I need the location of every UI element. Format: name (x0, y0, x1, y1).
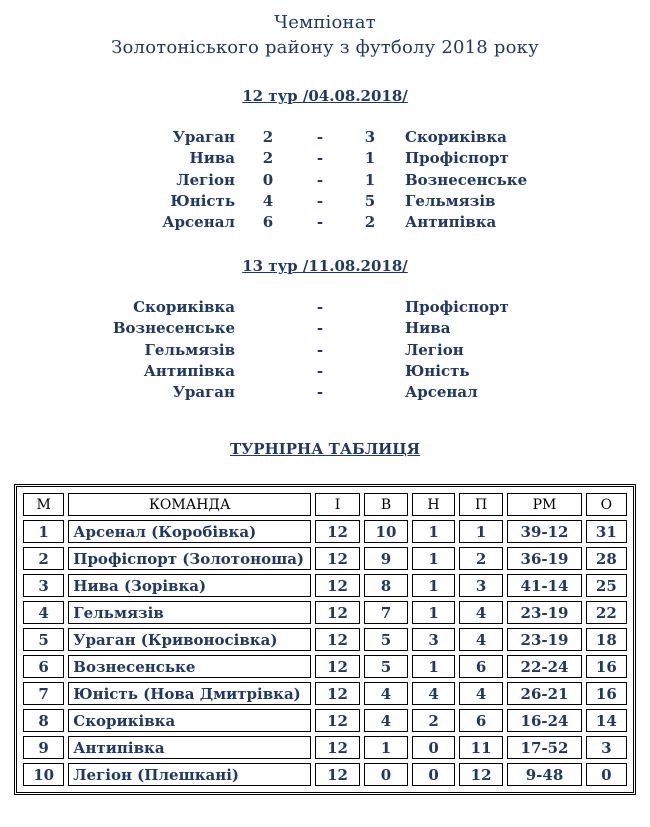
points-cell: 0 (586, 763, 627, 786)
rank-cell: 2 (23, 547, 64, 570)
rank-cell: 3 (23, 574, 64, 597)
draws-cell: 3 (412, 628, 455, 651)
wins-cell: 4 (364, 709, 408, 732)
draws-cell: 1 (412, 601, 455, 624)
points-cell: 16 (586, 682, 627, 705)
team-cell: Профіспорт (Золотоноша) (68, 547, 311, 570)
wins-cell: 5 (364, 655, 408, 678)
played-cell: 12 (315, 547, 359, 570)
home-team: Юність (170, 191, 235, 210)
home-team: Ураган (172, 128, 235, 146)
draws-cell: 1 (412, 655, 455, 678)
wins-cell: 8 (364, 574, 408, 597)
losses-cell: 11 (459, 736, 503, 759)
wins-cell: 0 (364, 763, 408, 786)
wins-cell: 4 (364, 682, 408, 705)
team-cell: Легіон (Плешкані) (68, 763, 311, 786)
title-line-2: Золотоніського району з футболу 2018 року (111, 37, 539, 58)
away-team: Арсенал (405, 383, 478, 401)
match-row (0, 192, 650, 213)
away-team: Нива (405, 319, 451, 338)
home-team: Антипівка (143, 361, 235, 380)
round-13-heading: 13 тур /11.08.2018/ (242, 257, 408, 275)
title-line-1: Чемпіонат (274, 12, 376, 33)
table-row (23, 682, 627, 705)
goals-cell: 23-19 (507, 628, 581, 651)
table-row (23, 520, 627, 543)
standings-title: ТУРНІРНА ТАБЛИЦЯ (229, 440, 421, 458)
match-row (0, 149, 650, 170)
column-header: Н (412, 493, 455, 516)
match-row (0, 319, 650, 340)
goals-cell: 9-48 (507, 763, 581, 786)
draws-cell: 0 (412, 763, 455, 786)
away-score: 3 (364, 128, 376, 146)
table-row (23, 547, 627, 570)
played-cell: 12 (315, 709, 359, 732)
goals-cell: 22-24 (507, 655, 581, 678)
team-cell: Ураган (Кривоносівка) (68, 628, 311, 651)
losses-cell: 4 (459, 628, 503, 651)
losses-cell: 4 (459, 601, 503, 624)
wins-cell: 1 (364, 736, 408, 759)
wins-cell: 10 (364, 520, 408, 543)
wins-cell: 5 (364, 628, 408, 651)
points-cell: 3 (586, 736, 627, 759)
table-row (23, 601, 627, 624)
away-team: Легіон (405, 340, 464, 359)
home-team: Вознесенське (112, 319, 235, 338)
team-cell: Гельмязів (68, 601, 311, 624)
team-cell: Нива (Зорівка) (68, 574, 311, 597)
goals-cell: 17-52 (507, 736, 581, 759)
goals-cell: 39-12 (507, 520, 581, 543)
rank-cell: 9 (23, 736, 64, 759)
losses-cell: 2 (459, 547, 503, 570)
home-team: Арсенал (162, 213, 235, 231)
points-cell: 14 (586, 709, 627, 732)
played-cell: 12 (315, 628, 359, 651)
team-cell: Вознесенське (68, 655, 311, 678)
away-score: 1 (364, 149, 376, 168)
losses-cell: 6 (459, 709, 503, 732)
goals-cell: 23-19 (507, 601, 581, 624)
losses-cell: 12 (459, 763, 503, 786)
away-team: Антипівка (405, 213, 497, 231)
away-score: 1 (364, 170, 376, 189)
away-team: Гельмязів (405, 191, 496, 210)
wins-cell: 9 (364, 547, 408, 570)
points-cell: 16 (586, 655, 627, 678)
column-header: М (23, 493, 64, 516)
rank-cell: 6 (23, 655, 64, 678)
home-score: 6 (262, 213, 274, 231)
losses-cell: 4 (459, 682, 503, 705)
draws-cell: 1 (412, 574, 455, 597)
rank-cell: 8 (23, 709, 64, 732)
standings-header-row (23, 493, 627, 516)
home-team: Гельмязів (144, 340, 235, 359)
draws-cell: 0 (412, 736, 455, 759)
home-score: 4 (262, 191, 274, 210)
team-cell: Антипівка (68, 736, 311, 759)
played-cell: 12 (315, 601, 359, 624)
rank-cell: 7 (23, 682, 64, 705)
match-row (0, 298, 650, 319)
match-row (0, 383, 650, 404)
score-separator: - (316, 170, 324, 189)
played-cell: 12 (315, 520, 359, 543)
column-header: П (459, 493, 503, 516)
away-team: Профіспорт (405, 149, 509, 168)
losses-cell: 1 (459, 520, 503, 543)
draws-cell: 4 (412, 682, 455, 705)
away-team: Вознесенське (405, 170, 528, 189)
points-cell: 28 (586, 547, 627, 570)
losses-cell: 3 (459, 574, 503, 597)
rank-cell: 5 (23, 628, 64, 651)
score-separator: - (316, 191, 324, 210)
draws-cell: 1 (412, 547, 455, 570)
away-team: Скориківка (405, 128, 507, 146)
table-row (23, 628, 627, 651)
match-row (0, 362, 650, 383)
team-cell: Скориківка (68, 709, 311, 732)
goals-cell: 41-14 (507, 574, 581, 597)
away-score: 5 (364, 191, 376, 210)
score-separator: - (316, 149, 324, 168)
points-cell: 22 (586, 601, 627, 624)
standings-table (19, 489, 631, 790)
home-team: Скориківка (133, 298, 235, 316)
played-cell: 12 (315, 763, 359, 786)
column-header: В (364, 493, 408, 516)
standings-table-frame (14, 484, 636, 795)
team-cell: Юність (Нова Дмитрівка) (68, 682, 311, 705)
match-row (0, 128, 650, 149)
wins-cell: 7 (364, 601, 408, 624)
played-cell: 12 (315, 682, 359, 705)
score-separator: - (316, 319, 324, 338)
rank-cell: 4 (23, 601, 64, 624)
goals-cell: 16-24 (507, 709, 581, 732)
goals-cell: 26-21 (507, 682, 581, 705)
rank-cell: 10 (23, 763, 64, 786)
score-separator: - (316, 128, 324, 146)
table-row (23, 763, 627, 786)
points-cell: 31 (586, 520, 627, 543)
rank-cell: 1 (23, 520, 64, 543)
table-row (23, 574, 627, 597)
score-separator: - (316, 383, 324, 401)
table-row (23, 736, 627, 759)
away-team: Юність (405, 361, 470, 380)
table-row (23, 709, 627, 732)
match-row (0, 213, 650, 234)
home-team: Ураган (172, 383, 235, 401)
home-team: Нива (189, 149, 235, 168)
score-separator: - (316, 340, 324, 359)
score-separator: - (316, 213, 324, 231)
points-cell: 25 (586, 574, 627, 597)
draws-cell: 1 (412, 520, 455, 543)
draws-cell: 2 (412, 709, 455, 732)
round-12-heading: 12 тур /04.08.2018/ (242, 87, 408, 105)
losses-cell: 6 (459, 655, 503, 678)
away-team: Профіспорт (405, 298, 509, 316)
home-score: 2 (262, 128, 274, 146)
points-cell: 18 (586, 628, 627, 651)
table-row (23, 655, 627, 678)
column-header: І (315, 493, 359, 516)
score-separator: - (316, 298, 324, 316)
home-team: Легіон (176, 170, 235, 189)
column-header: РМ (507, 493, 581, 516)
played-cell: 12 (315, 574, 359, 597)
played-cell: 12 (315, 655, 359, 678)
standings-body (23, 520, 627, 786)
column-header: КОМАНДА (68, 493, 311, 516)
score-separator: - (316, 361, 324, 380)
column-header: О (586, 493, 627, 516)
team-cell: Арсенал (Коробівка) (68, 520, 311, 543)
match-row (0, 341, 650, 362)
played-cell: 12 (315, 736, 359, 759)
home-score: 0 (262, 170, 274, 189)
goals-cell: 36-19 (507, 547, 581, 570)
home-score: 2 (262, 149, 274, 168)
match-row (0, 171, 650, 192)
away-score: 2 (364, 213, 376, 231)
